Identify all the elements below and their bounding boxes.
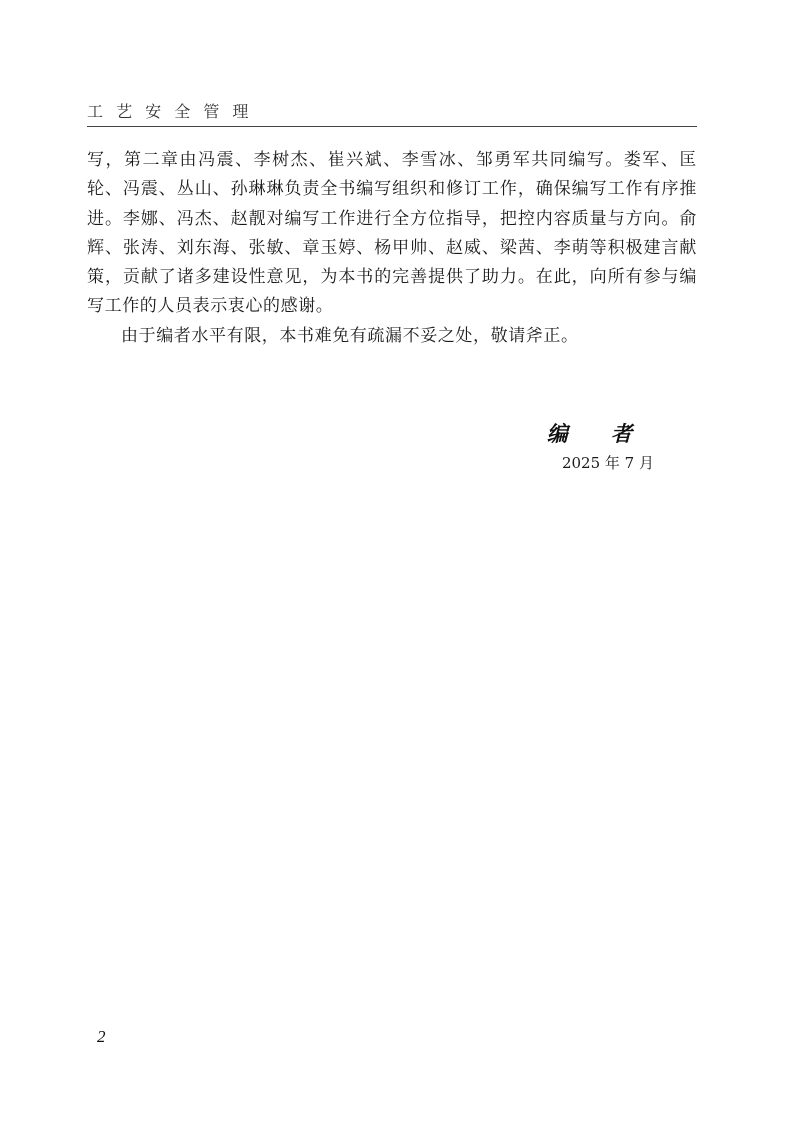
paragraph-acknowledgements: 写，第二章由冯震、李树杰、崔兴斌、李雪冰、邹勇军共同编写。娄军、匡轮、冯震、丛山、孙琳琳负责全书编写组织和修订工作，确保编写工作有序推进。李娜、冯杰、赵靓对编写工作进行全方位指导，把控内容质量与方向。俞辉、张涛、刘东海、张敏、章玉婷、杨甲帅、赵威、梁茜、李萌等积极建言献策，贡献了诸多建设性意见，为本书的完善提供了助力。在此，向所有参与编写工作的人员表示衷心的感谢。 bbox=[87, 150, 697, 317]
page-number: 2 bbox=[97, 1027, 106, 1046]
body-text bbox=[87, 146, 697, 351]
paragraph-closing: 由于编者水平有限，本书难免有疏漏不妥之处，敬请斧正。 bbox=[121, 325, 579, 346]
signature-author: 编 者 bbox=[546, 421, 650, 446]
running-header-title: 工 艺 安 全 管 理 bbox=[87, 102, 253, 121]
running-header bbox=[87, 100, 697, 128]
signature-date: 2025 年 7 月 bbox=[561, 454, 654, 472]
header-rule bbox=[87, 126, 697, 127]
